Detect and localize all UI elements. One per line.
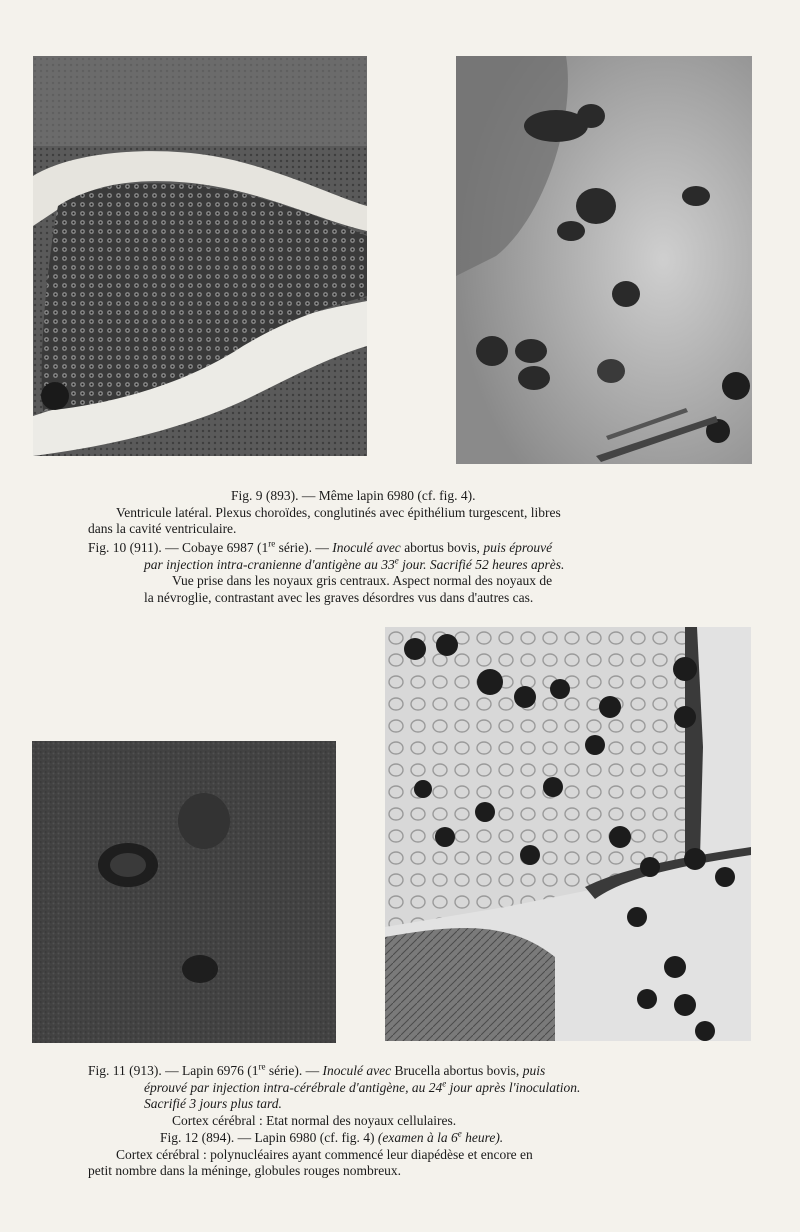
- figure-11-superscript: re: [258, 1061, 266, 1072]
- figure-12-line-2: Cortex cérébral : polynucléaires ayant commencé leur diapédèse et encore en: [116, 1146, 533, 1162]
- figure-10-agent: abortus bovis,: [400, 540, 484, 555]
- figure-10-micrograph: [456, 56, 752, 464]
- figure-11-inocule: Inoculé avec: [322, 1063, 392, 1078]
- figure-12-label: Fig. 12 (894). — Lapin 6980 (cf. fig. 4): [160, 1130, 378, 1145]
- figure-10-line-2: [88, 557, 728, 574]
- figure-11-agent: Brucella abortus bovis,: [391, 1063, 523, 1078]
- figure-11-puis: puis: [522, 1063, 546, 1078]
- figure-11-line-2-sup: e: [442, 1078, 447, 1088]
- figure-10-puis: puis éprouvé: [483, 540, 553, 555]
- figure-11-line-1: [88, 1063, 738, 1080]
- figure-11-caption: [88, 1063, 738, 1129]
- figure-11-line-2: [88, 1080, 738, 1097]
- figure-10-animal: — Cobaye 6987 (1: [165, 540, 269, 555]
- figure-9-text-line-1: Ventricule latéral. Plexus choroïdes, conglutinés avec épithélium turgescent, libres: [116, 504, 561, 520]
- figure-10-superscript: re: [268, 538, 276, 549]
- figure-12-micrograph: [385, 627, 751, 1041]
- figure-9-caption: [88, 488, 728, 538]
- figure-11-line-3: Sacrifié 3 jours plus tard.: [144, 1096, 282, 1111]
- figure-9-micrograph: [33, 56, 367, 456]
- figure-11-line-2-end: jour après l'inoculation.: [446, 1079, 581, 1095]
- figure-12-note: (examen à la 6: [377, 1130, 458, 1145]
- figure-11-label: Fig. 11 (913).: [88, 1063, 162, 1078]
- figure-10-label: Fig. 10 (911).: [88, 540, 162, 555]
- figure-12-line-3: petit nombre dans la méninge, globules rouges nombreux.: [88, 1163, 402, 1178]
- figure-9-title: Fig. 9 (893). — Même lapin 6980 (cf. fig. 4).: [231, 488, 476, 503]
- figure-11-micrograph: [32, 741, 336, 1043]
- figure-10-line-3: Vue prise dans les noyaux gris centraux. Aspect normal des noyaux de: [172, 573, 553, 588]
- figure-12-caption: [88, 1130, 738, 1180]
- figure-12-line-1: [88, 1130, 738, 1147]
- figure-10-line-2-text: par injection intra-cranienne d'antigène au 33: [144, 556, 395, 572]
- figure-11-line-2-text: éprouvé par injection intra-cérébrale d'antigène, au 24: [144, 1079, 443, 1095]
- figure-11-serie: série). —: [265, 1063, 320, 1078]
- figure-10-line-2-end: jour. Sacrifié 52 heures après.: [398, 556, 565, 572]
- figure-11-animal: — Lapin 6976 (1: [165, 1063, 259, 1078]
- figure-10-line-1: [88, 540, 728, 557]
- figure-12-note-sup: e: [457, 1128, 462, 1139]
- figure-9-text-line-2: dans la cavité ventriculaire.: [88, 521, 237, 536]
- figure-10-caption: [88, 540, 728, 606]
- figure-12-note-end: heure).: [461, 1130, 504, 1145]
- figure-10-line-2-sup: e: [394, 555, 399, 565]
- figure-10-inocule: Inoculé avec: [332, 540, 401, 555]
- figure-10-serie: série). —: [275, 540, 329, 555]
- figure-11-line-4: Cortex cérébral : Etat normal des noyaux cellulaires.: [172, 1112, 457, 1128]
- figure-10-line-4: la névroglie, contrastant avec les graves désordres vus dans d'autres cas.: [144, 589, 534, 605]
